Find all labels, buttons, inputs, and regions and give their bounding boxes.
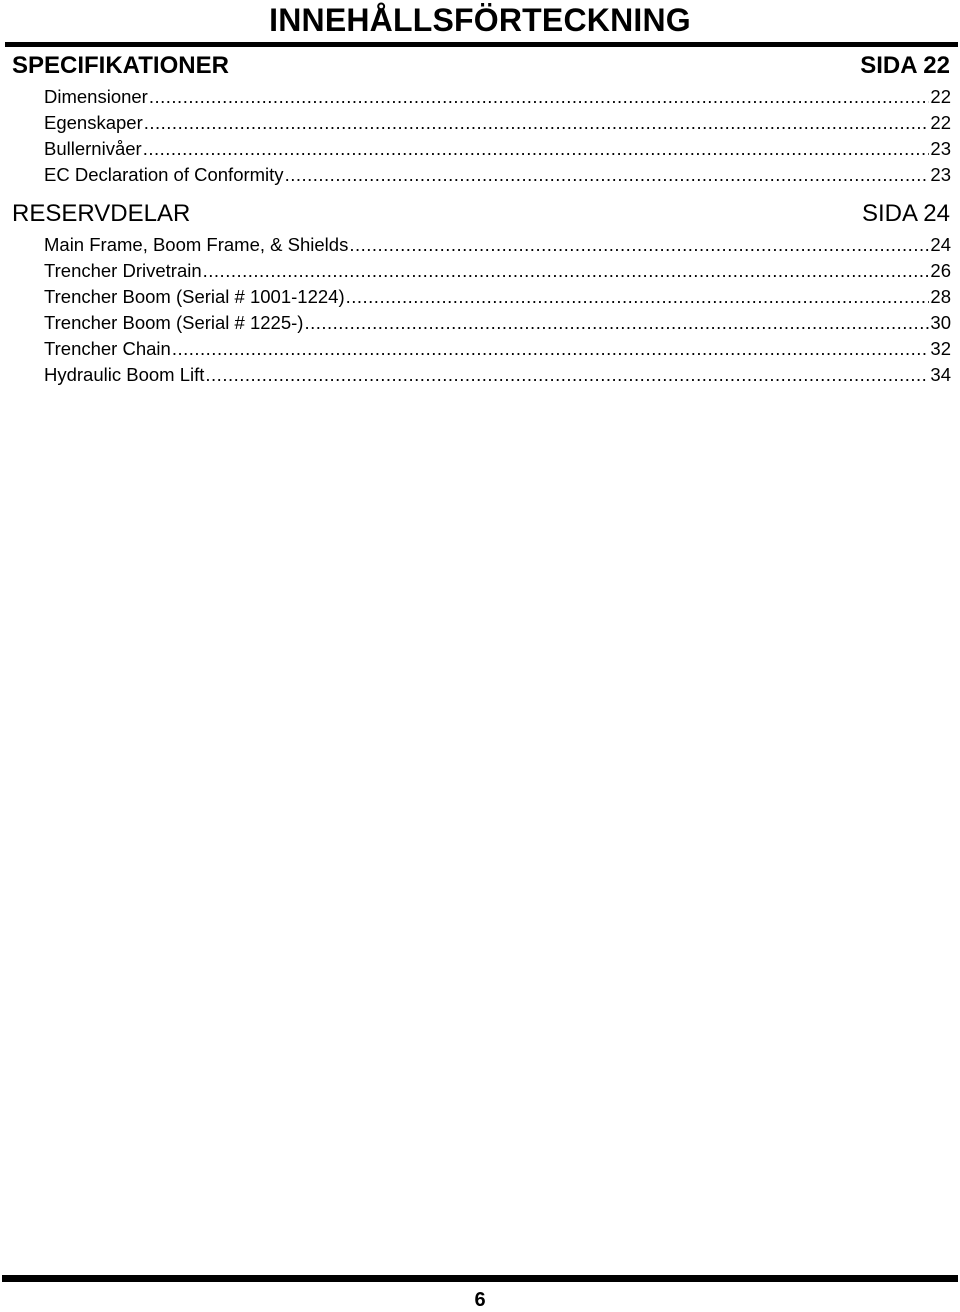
dot-leader (349, 232, 929, 258)
toc-entry-page: 23 (930, 164, 951, 185)
section-page-label: SIDA 22 (860, 52, 950, 79)
toc-entry-label: Main Frame, Boom Frame, & Shields (44, 234, 349, 255)
toc-entry[interactable] (44, 284, 951, 310)
section-page-label: SIDA 24 (861, 200, 950, 227)
toc-entry[interactable] (44, 84, 951, 110)
dot-leader (285, 162, 930, 188)
title-rule (5, 42, 958, 47)
dot-leader (149, 84, 930, 110)
toc-entry-page: 26 (930, 260, 951, 281)
toc-entry-page: 22 (930, 112, 951, 133)
toc-entry-label: Trencher Boom (Serial # 1225-) (44, 312, 304, 333)
toc-entry[interactable] (44, 232, 951, 258)
dot-leader (205, 362, 929, 388)
toc-entry-label: Dimensioner (44, 86, 148, 107)
footer-rule (2, 1275, 958, 1282)
dot-leader (346, 284, 930, 310)
toc-entry-page: 34 (930, 364, 951, 385)
page-title: INNEHÅLLSFÖRTECKNING (269, 2, 691, 38)
dot-leader (172, 336, 930, 362)
dot-leader (304, 310, 929, 336)
toc-entry-label: Bullernivåer (44, 138, 142, 159)
dot-leader (143, 136, 930, 162)
dot-leader (203, 258, 930, 284)
section-header-reservdelar (12, 199, 950, 229)
toc-entry-page: 30 (930, 312, 951, 333)
page-number: 6 (474, 1289, 486, 1311)
toc-entry-page: 23 (930, 138, 951, 159)
toc-entry-label: Egenskaper (44, 112, 143, 133)
toc-entry[interactable] (44, 110, 951, 136)
toc-entry-label: Trencher Boom (Serial # 1001-1224) (44, 286, 345, 307)
toc-entry[interactable] (44, 136, 951, 162)
toc-entry-page: 24 (930, 234, 951, 255)
toc-entry[interactable] (44, 162, 951, 188)
toc-entry[interactable] (44, 362, 951, 388)
section-header-specifikationer (12, 51, 950, 81)
toc-entry-label: Trencher Drivetrain (44, 260, 202, 281)
toc-entry[interactable] (44, 336, 951, 362)
toc-entry-page: 22 (930, 86, 951, 107)
toc-entry-label: Trencher Chain (44, 338, 171, 359)
toc-entry-label: EC Declaration of Conformity (44, 164, 284, 185)
section-title: SPECIFIKATIONER (12, 52, 229, 79)
dot-leader (144, 110, 930, 136)
section-title: RESERVDELAR (12, 200, 191, 227)
toc-entry[interactable] (44, 258, 951, 284)
toc-entry-page: 28 (930, 286, 951, 307)
toc-entry-page: 32 (930, 338, 951, 359)
toc-entry-label: Hydraulic Boom Lift (44, 364, 205, 385)
toc-entry[interactable] (44, 310, 951, 336)
